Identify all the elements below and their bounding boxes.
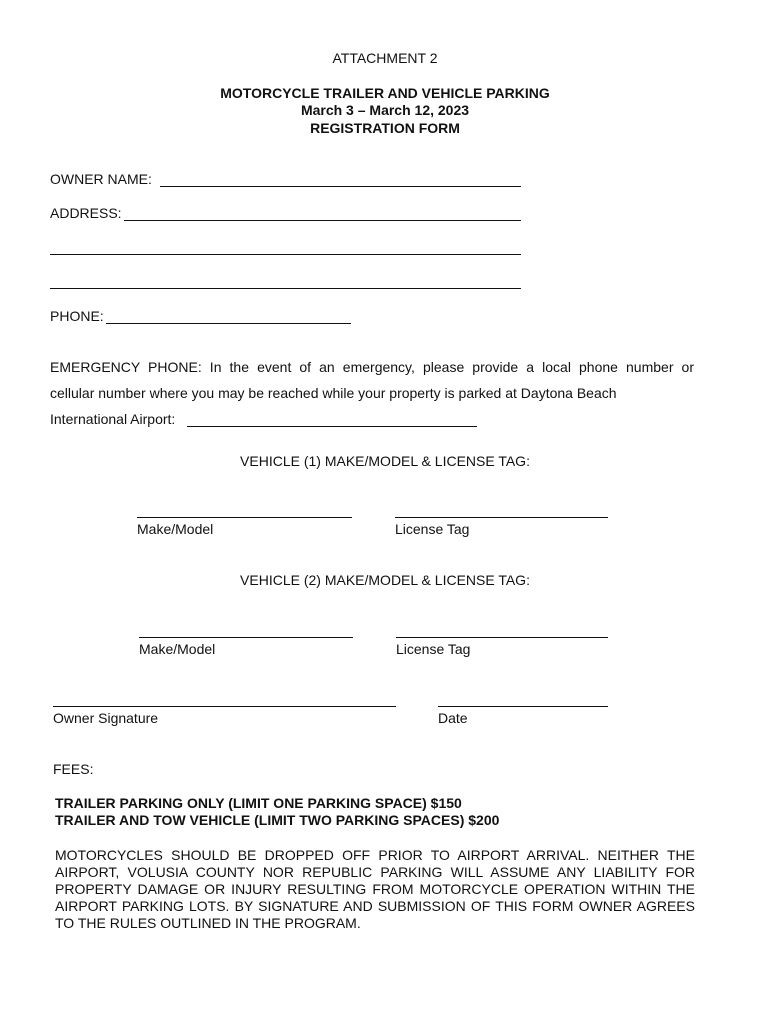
address-field-1[interactable] [124,220,521,221]
phone-field[interactable] [106,323,351,324]
form-dates: March 3 – March 12, 2023 [300,102,470,118]
address-field-2[interactable] [50,254,521,255]
vehicle-1-tag-label: License Tag [395,521,470,537]
attachment-label: ATTACHMENT 2 [332,50,438,66]
address-field-3[interactable] [50,288,521,289]
fee-trailer-only: TRAILER PARKING ONLY (LIMIT ONE PARKING SPACE) $150 [55,795,462,811]
form-title: MOTORCYCLE TRAILER AND VEHICLE PARKING [220,85,550,101]
signature-date-field[interactable] [438,706,608,707]
owner-signature-label: Owner Signature [53,710,159,726]
owner-name-field[interactable] [160,186,521,187]
emergency-text-line-1: EMERGENCY PHONE: In the event of an emergency, please provide a local phone number or [50,359,694,375]
vehicle-2-tag-label: License Tag [396,641,471,657]
form-name: REGISTRATION FORM [310,120,460,136]
emergency-phone-field[interactable] [187,426,477,427]
vehicle-2-tag-field[interactable] [396,637,608,638]
address-label: ADDRESS: [50,205,122,221]
emergency-text-line-2: cellular number where you may be reached while your property is parked at Daytona Beach [50,385,617,401]
liability-disclaimer: MOTORCYCLES SHOULD BE DROPPED OFF PRIOR TO AIRPORT ARRIVAL. NEITHER THE AIRPORT, VOLUSIA COUNTY NOR REPUBLIC PARKING WILL ASSUME ANY LIABILITY FOR PROPERTY DAMAGE OR INJURY RESULTING FROM MOTORCYCLE OPERATION WITHIN THE AIRPORT PARKING LOTS. BY SIGNATURE AND SUBMISSION OF THIS FORM OWNER AGREES TO THE RULES OUTLINED IN THE PROGRAM. [55,847,695,931]
owner-name-label: OWNER NAME: [50,171,152,187]
vehicle-2-make-field[interactable] [139,637,353,638]
signature-date-label: Date [438,710,468,726]
vehicle-1-make-label: Make/Model [137,521,214,537]
owner-signature-field[interactable] [53,706,396,707]
vehicle-2-heading: VEHICLE (2) MAKE/MODEL & LICENSE TAG: [240,572,530,588]
emergency-text-line-3: International Airport: [50,411,176,427]
vehicle-2-make-label: Make/Model [139,641,216,657]
vehicle-1-heading: VEHICLE (1) MAKE/MODEL & LICENSE TAG: [240,453,530,469]
fee-trailer-and-tow: TRAILER AND TOW VEHICLE (LIMIT TWO PARKING SPACES) $200 [55,812,500,828]
fees-label: FEES: [53,761,94,777]
vehicle-1-make-field[interactable] [137,517,352,518]
vehicle-1-tag-field[interactable] [395,517,608,518]
phone-label: PHONE: [50,308,104,324]
